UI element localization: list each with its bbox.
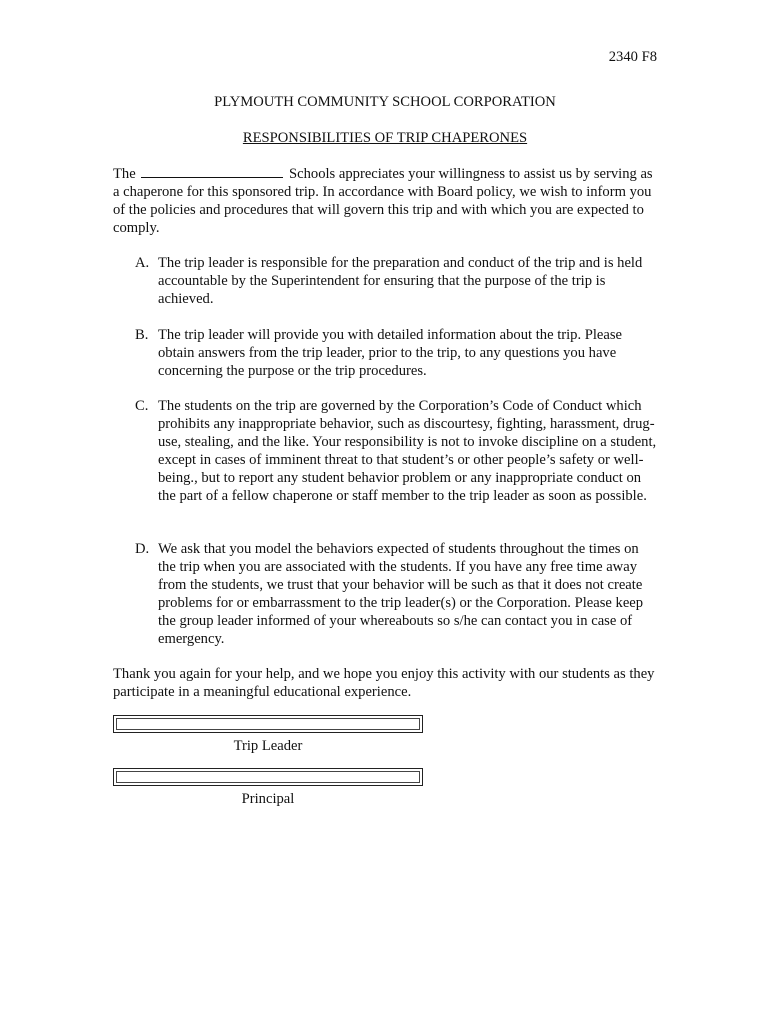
trip-leader-label: Trip Leader (233, 738, 303, 754)
organization-title: PLYMOUTH COMMUNITY SCHOOL CORPORATION (214, 94, 556, 110)
list-item-text: The students on the trip are governed by the Corporation’s Code of Conduct which prohibits any inappropriate behavior, such as discourtesy, fighting, harassment, drug-use, stealing, and the like. Your responsibility is not to invoke discipline on a student, except in cases of imminent threat to that student’s or other people’s safety or well-being., but to report any student behavior problem or any inappropriate conduct on the part of a fellow chaperone or staff member to the trip leader as soon as possible. (158, 398, 657, 504)
list-item-text: The trip leader is responsible for the preparation and conduct of the trip and is held accountable by the Superintendent for ensuring that the purpose of the trip is achieved. (158, 255, 643, 307)
list-item-marker: C. (135, 398, 149, 414)
intro-lead: The (113, 166, 136, 182)
form-code: 2340 F8 (608, 49, 657, 65)
list-item-marker: B. (135, 327, 149, 343)
list-item-marker: A. (135, 255, 150, 271)
list-item-text: The trip leader will provide you with detailed information about the trip. Please obtain answers from the trip leader, prior to the trip, to any questions you have concerning the purpose or the trip procedures. (158, 327, 623, 379)
document-title-text: RESPONSIBILITIES OF TRIP CHAPERONES (242, 130, 528, 146)
principal-label: Principal (241, 791, 295, 807)
list-item (113, 397, 658, 505)
list-item (113, 254, 658, 308)
closing-paragraph: Thank you again for your help, and we hope you enjoy this activity with our students as they participate in a meaningful educational experience. (113, 666, 655, 700)
list-item-marker: D. (135, 541, 150, 557)
intro-text: Schools appreciates your willingness to assist us by serving as a chaperone for this sponsored trip. In accordance with Board policy, we wish to inform you of the policies and procedures that will govern this trip and with which you are expected to comply. (113, 166, 653, 236)
principal-signature-field[interactable] (113, 768, 423, 786)
list-item (113, 326, 658, 380)
list-item (113, 540, 658, 648)
list-item-text: We ask that you model the behaviors expected of students throughout the times on the trip when you are associated with the students. If you have any free time away from the students, we trust that your behavior will be such as that it does not create problems for or embarrassment to the trip leader(s) or the Corporation. Please keep the group leader informed of your whereabouts so s/he can contact you in case of emergency. (158, 541, 644, 647)
trip-leader-signature-field[interactable] (113, 715, 423, 733)
intro-paragraph (113, 165, 658, 237)
school-name-blank[interactable] (141, 165, 283, 178)
document-title (0, 129, 770, 147)
